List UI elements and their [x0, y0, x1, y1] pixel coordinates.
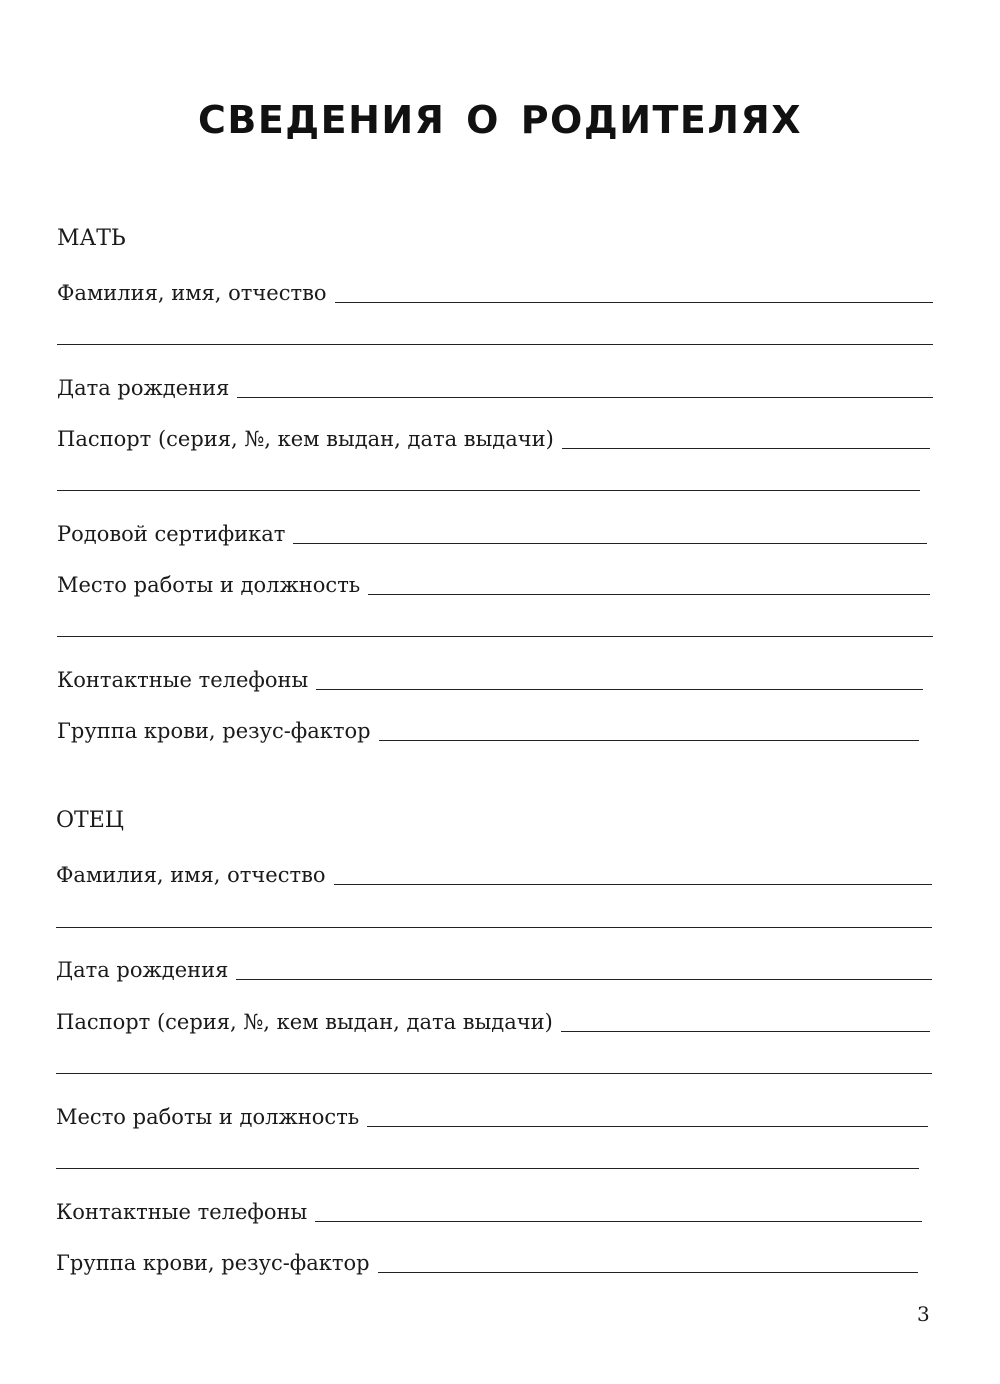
mother-birth-date-label: Дата рождения	[57, 376, 230, 400]
mother-full-name-continuation-field[interactable]	[57, 344, 933, 345]
mother-workplace-row	[57, 568, 930, 598]
father-workplace-row	[56, 1100, 928, 1130]
father-blood-group-row	[56, 1246, 918, 1276]
father-full-name-continuation-field[interactable]	[56, 927, 932, 928]
father-workplace-field[interactable]	[367, 1126, 928, 1127]
mother-passport-field[interactable]	[562, 448, 930, 449]
father-blood-group-field[interactable]	[378, 1272, 918, 1273]
mother-birth-date-row	[57, 371, 933, 401]
mother-passport-continuation-field[interactable]	[57, 490, 920, 491]
page-title: СВЕДЕНИЯ О РОДИТЕЛЯХ	[197, 98, 803, 142]
mother-passport-label: Паспорт (серия, №, кем выдан, дата выдачи)	[57, 427, 554, 451]
mother-phones-label: Контактные телефоны	[57, 668, 309, 692]
page-number: 3	[917, 1302, 930, 1326]
father-birth-date-label: Дата рождения	[56, 958, 229, 982]
father-phones-row	[56, 1195, 922, 1225]
father-passport-row	[56, 1005, 930, 1035]
mother-birth-certificate-label: Родовой сертификат	[57, 522, 286, 546]
father-passport-field[interactable]	[561, 1031, 930, 1032]
father-birth-date-field[interactable]	[236, 979, 932, 980]
mother-phones-field[interactable]	[316, 689, 923, 690]
mother-workplace-label: Место работы и должность	[57, 573, 361, 597]
father-full-name-label: Фамилия, имя, отчество	[56, 863, 326, 887]
mother-birth-certificate-row	[57, 517, 927, 547]
mother-blood-group-field[interactable]	[379, 740, 919, 741]
mother-passport-row	[57, 422, 930, 452]
father-full-name-row	[56, 858, 932, 888]
mother-full-name-label: Фамилия, имя, отчество	[57, 281, 327, 305]
father-section-heading: ОТЕЦ	[56, 808, 124, 833]
mother-full-name-row	[57, 276, 933, 306]
mother-blood-group-label: Группа крови, резус-фактор	[57, 719, 371, 743]
mother-full-name-field[interactable]	[335, 302, 933, 303]
father-passport-continuation-field[interactable]	[56, 1073, 932, 1074]
father-workplace-label: Место работы и должность	[56, 1105, 360, 1129]
father-birth-date-row	[56, 953, 932, 983]
father-passport-label: Паспорт (серия, №, кем выдан, дата выдачи)	[56, 1010, 553, 1034]
father-workplace-continuation-field[interactable]	[56, 1168, 919, 1169]
mother-blood-group-row	[57, 714, 919, 744]
mother-birth-date-field[interactable]	[237, 397, 933, 398]
father-phones-field[interactable]	[315, 1221, 922, 1222]
mother-workplace-field[interactable]	[368, 594, 930, 595]
father-blood-group-label: Группа крови, резус-фактор	[56, 1251, 370, 1275]
mother-phones-row	[57, 663, 923, 693]
mother-workplace-continuation-field[interactable]	[57, 636, 933, 637]
mother-birth-certificate-field[interactable]	[293, 543, 927, 544]
father-phones-label: Контактные телефоны	[56, 1200, 308, 1224]
mother-section-heading: МАТЬ	[57, 226, 126, 251]
father-full-name-field[interactable]	[334, 884, 932, 885]
